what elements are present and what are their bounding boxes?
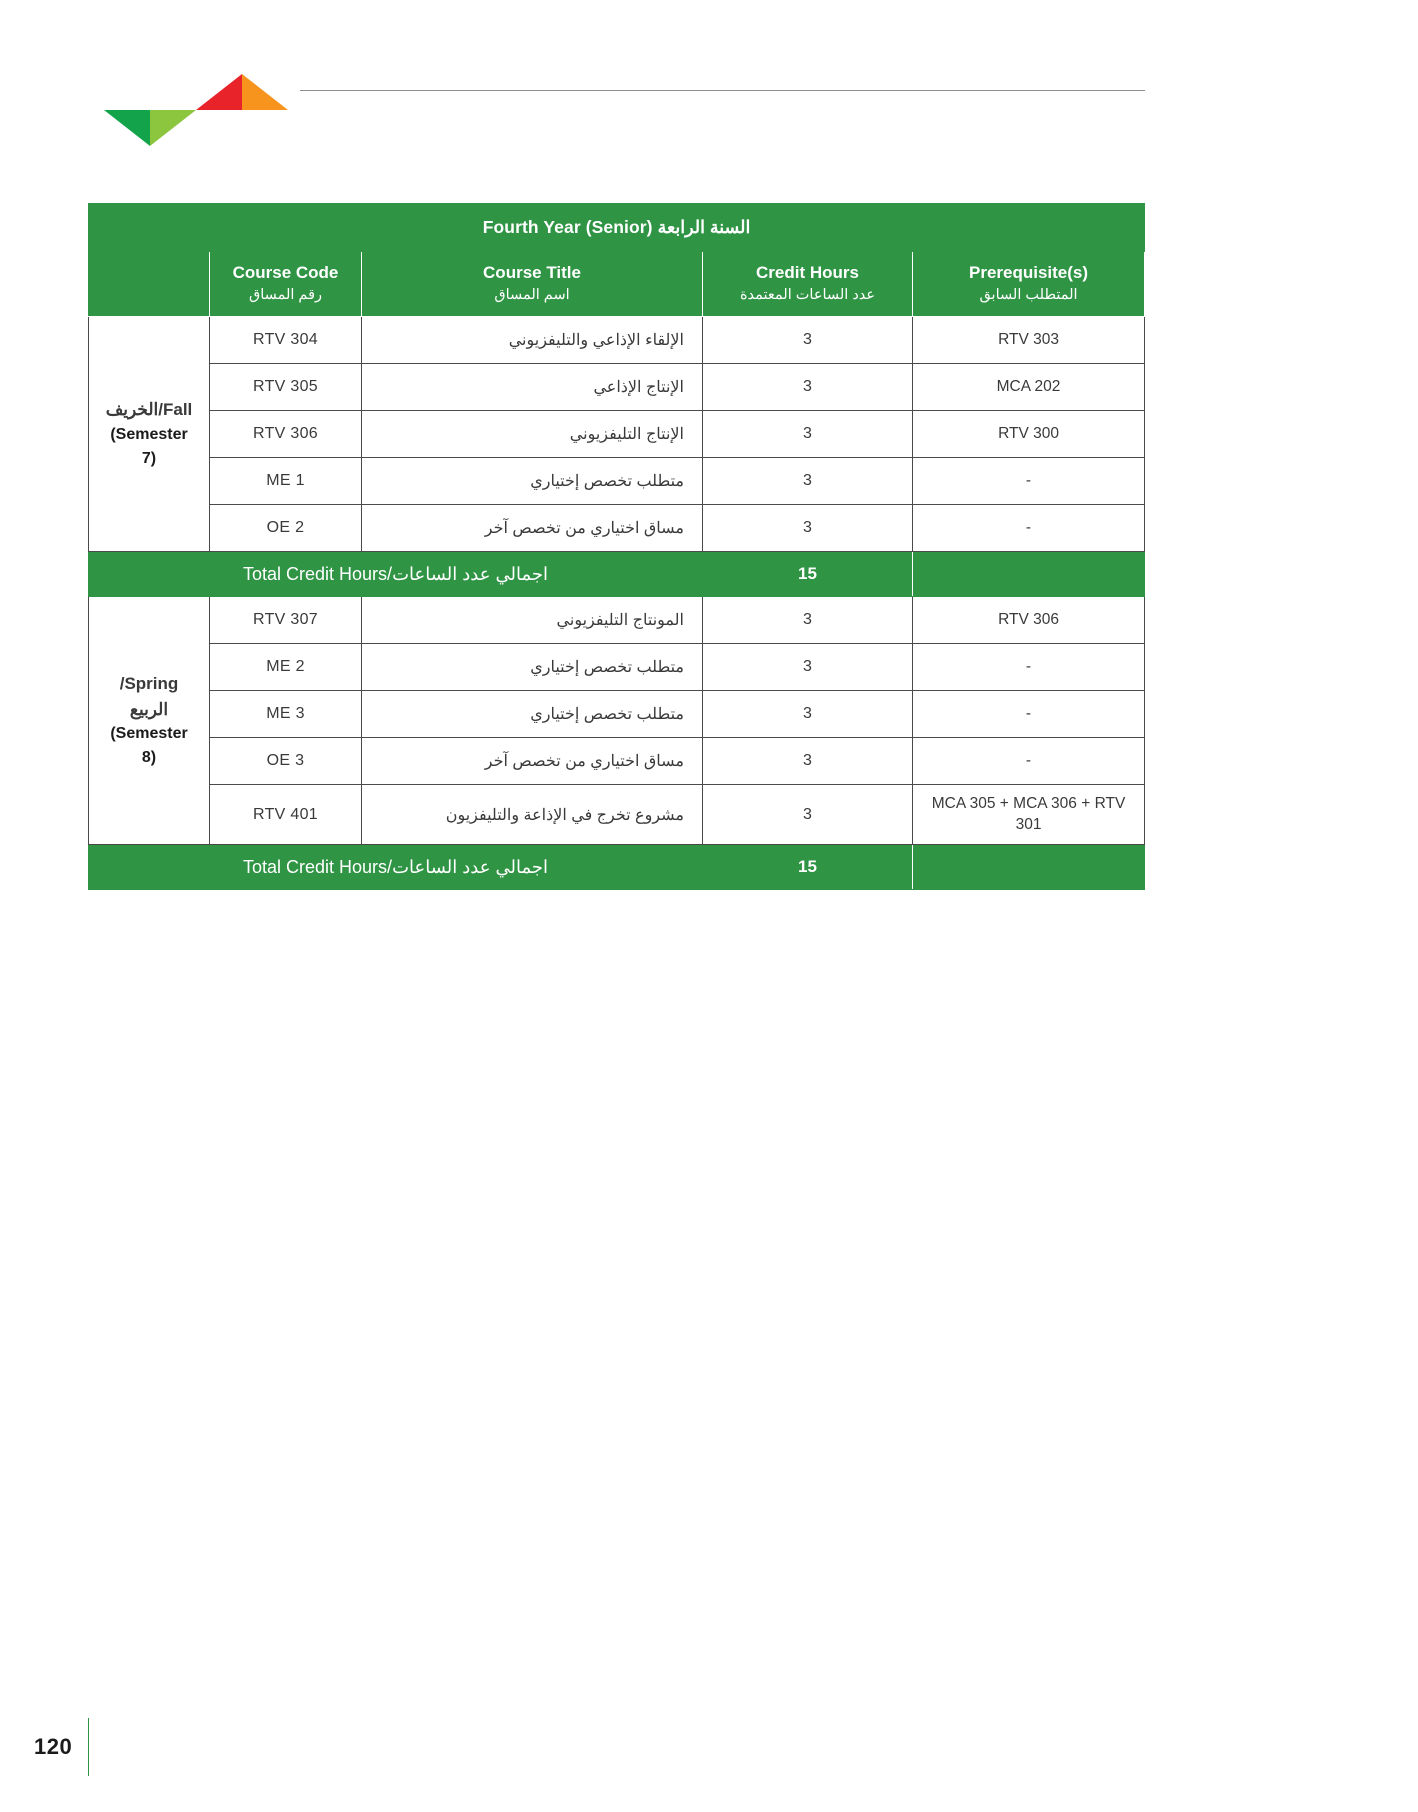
header-course-title-ar: اسم المساق [494,287,570,304]
header-prerequisites-en: Prerequisite(s) [968,263,1089,283]
cell-course-title: متطلب تخصص إختياري [362,644,703,691]
cell-course-title: المونتاج التليفزيوني [362,597,703,644]
cell-prerequisite: RTV 303 [913,317,1145,364]
total-row-fall [89,552,1145,597]
header-divider [300,90,1145,91]
cell-credit-hours: 3 [703,691,913,738]
header-credit-hours-en: Credit Hours [756,263,859,283]
cell-course-title: متطلب تخصص إختياري [362,458,703,505]
cell-credit-hours: 3 [703,597,913,644]
cell-credit-hours: 3 [703,738,913,785]
page-header [0,0,1418,180]
cell-course-title: الإلقاء الإذاعي والتليفزيوني [362,317,703,364]
curriculum-table-container [88,203,1144,890]
cell-prerequisite: RTV 300 [913,411,1145,458]
cell-course-code: ME 3 [210,691,362,738]
total-empty-fall [913,552,1145,597]
cell-prerequisite: RTV 306 [913,597,1145,644]
total-value-fall: 15 [703,552,913,597]
cell-course-title: متطلب تخصص إختياري [362,691,703,738]
cell-credit-hours: 3 [703,785,913,845]
header-cell-course-title [362,252,703,317]
cell-course-code: OE 2 [210,505,362,552]
total-value-spring: 15 [703,845,913,890]
semester-label-fall [89,317,210,552]
total-row-spring [89,845,1145,890]
table-column-header-row [89,252,1145,317]
cell-course-title: مساق اختياري من تخصص آخر [362,505,703,552]
footer-divider [88,1718,89,1776]
cell-course-title: مساق اختياري من تخصص آخر [362,738,703,785]
year-title-text: Fourth Year (Senior) السنة الرابعة [482,216,751,237]
header-course-title-en: Course Title [483,263,581,283]
cell-course-code: RTV 306 [210,411,362,458]
cell-prerequisite: - [913,458,1145,505]
cell-credit-hours: 3 [703,317,913,364]
table-row [89,505,1145,552]
cell-prerequisite: - [913,505,1145,552]
table-row [89,691,1145,738]
cell-course-code: RTV 305 [210,364,362,411]
header-cell-blank [89,252,210,317]
cell-prerequisite: - [913,738,1145,785]
cell-course-title: مشروع تخرج في الإذاعة والتليفزيون [362,785,703,845]
cell-credit-hours: 3 [703,364,913,411]
header-cell-credit-hours [703,252,913,317]
total-empty-spring [913,845,1145,890]
total-label-spring: Total Credit Hours/اجمالي عدد الساعات [89,845,703,890]
cell-course-code: ME 1 [210,458,362,505]
semester-label-spring-line1: Spring/الربيع [119,674,179,719]
table-row [89,738,1145,785]
cell-course-code: OE 3 [210,738,362,785]
semester-label-fall-line2: (Semester 7) [110,425,188,467]
page-number: 120 [34,1734,73,1759]
header-cell-prerequisites [913,252,1145,317]
header-cell-course-code [210,252,362,317]
cell-course-title: الإنتاج الإذاعي [362,364,703,411]
cell-course-code: RTV 401 [210,785,362,845]
total-label-fall: Total Credit Hours/اجمالي عدد الساعات [89,552,703,597]
semester-label-spring [89,597,210,845]
header-credit-hours-ar: عدد الساعات المعتمدة [739,287,876,304]
cell-prerequisite: MCA 305 + MCA 306 + RTV 301 [913,785,1145,845]
cell-credit-hours: 3 [703,644,913,691]
table-row [89,785,1145,845]
table-row [89,364,1145,411]
semester-label-fall-line1: Fall/الخريف [105,400,193,420]
cell-course-code: RTV 304 [210,317,362,364]
table-row [89,644,1145,691]
semester-label-spring-line2: (Semester 8) [110,725,188,766]
cell-credit-hours: 3 [703,411,913,458]
header-course-code-ar: رقم المساق [248,287,323,304]
year-title-cell [89,204,1145,252]
table-year-title-row [89,204,1145,252]
cell-credit-hours: 3 [703,458,913,505]
header-course-code-en: Course Code [232,263,339,283]
cell-course-title: الإنتاج التليفزيوني [362,411,703,458]
cell-credit-hours: 3 [703,505,913,552]
header-prerequisites-ar: المتطلب السابق [979,287,1078,304]
table-row [89,411,1145,458]
table-row [89,317,1145,364]
institution-logo-icon [88,38,298,146]
curriculum-table [88,203,1145,890]
table-row [89,597,1145,644]
cell-prerequisite: - [913,644,1145,691]
cell-course-code: ME 2 [210,644,362,691]
cell-prerequisite: - [913,691,1145,738]
page-footer [0,1692,1418,1812]
table-row [89,458,1145,505]
cell-course-code: RTV 307 [210,597,362,644]
cell-prerequisite: MCA 202 [913,364,1145,411]
